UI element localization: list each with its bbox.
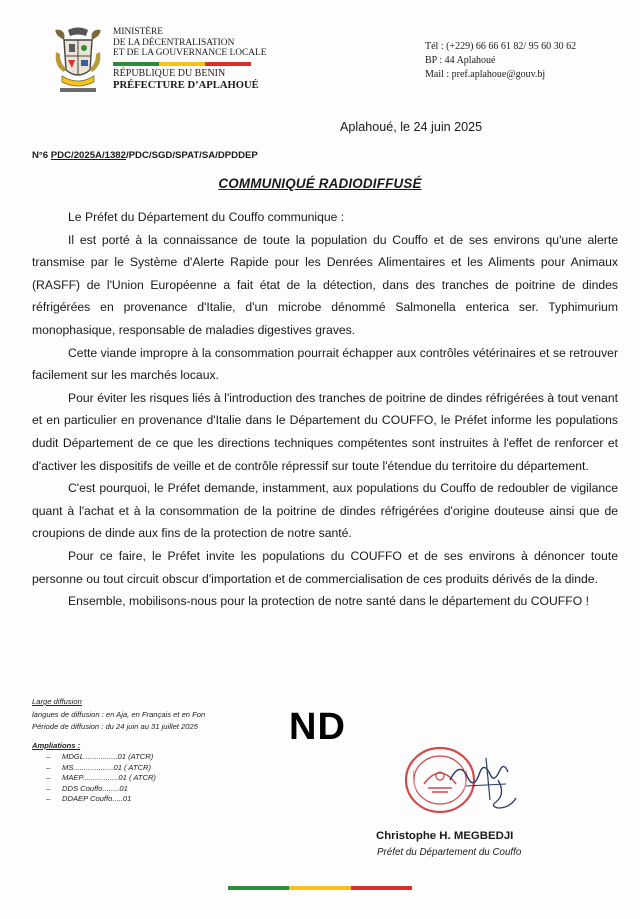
contact-po-box: BP : 44 Aplahoué xyxy=(425,55,496,66)
benin-coat-of-arms-emblem xyxy=(50,26,106,96)
flag-stripe-red xyxy=(351,886,412,890)
diffusion-title: Large diffusion xyxy=(32,697,82,706)
signer-role: Préfet du Département du Couffo xyxy=(377,847,522,858)
communique-body xyxy=(32,206,618,613)
footer-flag-bar xyxy=(228,886,412,890)
body-paragraph: Pour éviter les risques liés à l'introduction des tranches de poitrine de dindes réfrigérées à tout venant et en particulier en provenance d'Italie dans le Département du COUFFO, le Préfet informe les populations dudit Département de ce que les directions techniques compétentes sont instruites à l'effet de renforcer et d'activer les dispositifs de veille et de contrôle répressif sur toute l'étendue du territoire du département. xyxy=(32,390,618,473)
reference-prefix: N°6 xyxy=(32,150,51,161)
handwritten-signature-icon xyxy=(446,750,522,810)
list-item: – MS...................01 ( ATCR) xyxy=(46,762,152,772)
ministry-line: ET DE LA GOUVERNANCE LOCALE xyxy=(113,48,267,59)
ampliations-title: Ampliations : xyxy=(32,740,81,750)
diffusion-block xyxy=(32,696,205,804)
body-paragraph: Il est porté à la connaissance de toute la population du Couffo et de ses environs qu'une alerte transmise par le Système d'Alerte Rapide pour les Denrées Alimentaires et les Aliments pour Animaux (RASFF) de l'Union Européenne a fait état de la détection, dans des tranches de poitrine de dindes réfrigérées en provenance d'Italie, d'un microbe dénommé Salmonella enterica ser. Typhimurium monophasique, responsable de maladies digestives graves. xyxy=(32,232,618,337)
republic-name: RÉPUBLIQUE DU BENIN xyxy=(113,68,226,79)
contact-block xyxy=(425,40,576,82)
body-paragraph: Cette viande impropre à la consommation pourrait échapper aux contrôles vétérinaires et se retrouver facilement sur les marchés locaux. xyxy=(32,345,618,383)
prefecture-name: PRÉFECTURE D’APLAHOUÉ xyxy=(113,80,259,91)
body-paragraph: Pour ce faire, le Préfet invite les populations du COUFFO et de ses environs à dénoncer toute personne ou tout circuit obscur d'importation et de commercialisation de ces produits dérivés de la dinde. xyxy=(32,548,618,586)
diffusion-languages: langues de diffusion : en Aja, en Français et en Fon xyxy=(32,709,206,719)
reference-suffix: /PDC/SGD/SPAT/SA/DPDDEP xyxy=(125,150,258,161)
ampliation-entry: DDS Couffo........01 xyxy=(62,783,128,793)
document-date: Aplahoué, le 24 juin 2025 xyxy=(340,120,483,134)
ampliation-entry: MS...................01 ( ATCR) xyxy=(62,762,152,772)
ampliation-entry: MAEP.................01 ( ATCR) xyxy=(62,773,156,783)
ampliation-entry: MDGL ...............01 (ATCR) xyxy=(62,752,154,762)
contact-phone: Tél : (+229) 66 66 61 82/ 95 60 30 62 xyxy=(425,41,577,52)
diffusion-period: Période de diffusion : du 24 juin au 31 juillet 2025 xyxy=(32,722,198,732)
list-item: – DDAEP Couffo.....01 xyxy=(46,794,132,803)
signer-name: Christophe H. MEGBEDJI xyxy=(376,830,514,842)
ministry-line: MINISTÈRE xyxy=(113,27,163,37)
header-flag-bar xyxy=(113,62,251,66)
ministry-name xyxy=(113,27,266,59)
list-item: – MAEP.................01 ( ATCR) xyxy=(46,773,156,783)
ampliation-entry: DDAEP Couffo.....01 xyxy=(62,794,132,803)
ampliations-list xyxy=(32,752,205,804)
body-intro: Le Préfet du Département du Couffo communique : xyxy=(68,210,345,224)
flag-stripe-yellow xyxy=(159,62,205,66)
list-item: – DDS Couffo........01 xyxy=(46,783,128,793)
contact-email: Mail : pref.aplahoue@gouv.bj xyxy=(425,69,546,80)
nd-mark: ND xyxy=(289,706,346,748)
flag-stripe-green xyxy=(113,62,159,66)
page-title: COMMUNIQUÉ RADIODIFFUSÉ xyxy=(218,176,422,191)
body-paragraph: C'est pourquoi, le Préfet demande, instamment, aux populations du Couffo de redoubler de vigilance quant à l'achat et à la consommation de la poitrine de dindes réfrigérées d'origine douteuse ainsi que de croupions de dinde aux fins de la protection de notre santé. xyxy=(32,481,618,541)
body-paragraph: Ensemble, mobilisons-nous pour la protection de notre santé dans le département du COUFFO ! xyxy=(68,594,589,609)
flag-stripe-red xyxy=(205,62,251,66)
reference-code: PDC/2025A/1382 xyxy=(50,150,126,161)
ministry-line: DE LA DÉCENTRALISATION xyxy=(113,37,235,48)
flag-stripe-green xyxy=(228,886,289,890)
list-item: – MDGL ...............01 (ATCR) xyxy=(46,752,154,762)
reference-number xyxy=(32,150,258,161)
flag-stripe-yellow xyxy=(289,886,350,890)
